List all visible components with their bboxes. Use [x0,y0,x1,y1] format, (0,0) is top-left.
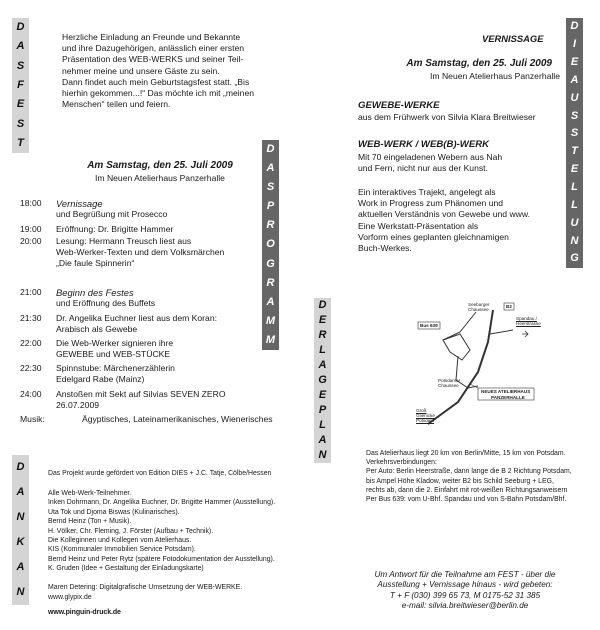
tab-letter: M [265,333,276,346]
tab-letter: U [570,216,579,229]
text-line: und ihre Dazugehörigen, anlässlich einer ersten [62,43,245,54]
programm-desc [56,363,296,385]
tab-letter: P [266,200,275,213]
programm-time: 20:00 [20,236,42,246]
text-line: Per Bus 639: vom U-Bhf. Spandau und von S-Bahn Potsdam/Bhf. [366,496,567,504]
tab-der-lageplan [314,298,331,463]
programm-desc [56,198,296,220]
tab-letter: S [570,127,579,140]
tab-letter: S [570,109,579,122]
tab-letter: L [319,344,326,356]
text-line: KIS (Kommunaler Immobilien Service Potsdam). [48,546,196,554]
tab-letter: S [266,181,275,194]
text-line: Ein interaktives Trajekt, angelegt als [358,187,496,197]
programm-desc-line: Lesung: Hermann Treusch liest aus [56,236,192,246]
map-label-potsdamer: Potsdamer Chaussee [438,378,461,389]
road-seeburger [443,312,476,340]
text-line: Ausstellung + Vernissage hinaus - wird gebeten: [377,580,553,590]
programm-desc-line: Arabisch als Gewebe [56,324,138,335]
programm-desc [56,338,296,360]
tab-letter: P [318,404,327,416]
map-label-neues: NEUES ATELIERHAUS [481,389,531,394]
programm-desc [56,224,296,235]
text-line: T + F (030) 399 65 73, M 0175-52 31 385 [389,590,541,600]
text-line: aktuellen Verständnis von Gewebe und www. [358,209,530,220]
map-label-b2: B2 [506,304,512,309]
tab-letter: D [266,143,275,156]
tab-letter: F [17,78,24,91]
dank-list [48,489,318,574]
text-line: Uta Tok und Djoma Biswas (Kulinarisches). [48,508,180,516]
tab-letter: A [318,434,327,446]
tab-letter: T [571,145,578,158]
tab-letter: K [16,536,25,548]
programm-time: 18:00 [20,198,42,208]
tab-letter: I [572,38,577,51]
tab-letter: U [570,91,579,104]
programm-desc-line: Eröffnung: Dr. Brigitte Hammer [56,224,174,234]
tab-letter: E [16,98,25,111]
tab-letter: L [319,419,326,431]
tab-letter: D [570,20,579,33]
tab-letter: A [266,162,275,175]
text-line: Das Atelierhaus liegt 20 km von Berlin/Mitte, 15 km von Potsdam. [366,450,566,457]
text-line: e-mail: silvia.breitwieser@berlin.de [401,601,529,611]
programm-desc-line: Edelgard Rabe (Mainz) [56,374,145,385]
text-line: Per Auto: Berlin Heerstraße, dann lange die B 2 Richtung Potsdam, [366,468,572,476]
text-line: nehmer meine und unsere Gäste zu sein. [62,65,220,76]
tab-dank-an [12,455,29,605]
map-label-panzerhalle: PANZERHALLE [491,395,525,400]
text-line: Alle Web-Werk-Teilnehmer. [48,490,132,497]
ausstellung-date: Am Samstag, den 25. Juli 2009 [406,58,552,69]
text-line: Menschen“ teilen und feiern. [62,99,171,110]
text-line: Dann findet auch mein Geburtstagsfest statt. „Bis [62,76,250,87]
tab-letter: E [318,314,327,326]
tab-letter: D [16,21,25,34]
tab-letter: R [266,219,275,232]
programm-desc-line: Vernissage [56,198,103,209]
tab-letter: A [16,561,25,573]
programm-time: 21:30 [20,313,42,323]
programm-time: 22:00 [20,338,42,348]
text-line: Verkehrsverbindungen: [366,459,437,467]
text-line: Inken Dohrmann, Dr. Angelika Euchner, Dr. Brigitte Hammer (Ausstellung). [48,499,276,507]
tab-letter: N [16,511,25,523]
gewebe-text: aus dem Frühwerk von Silvia Klara Breitwieser [358,112,536,122]
tab-letter: A [570,73,579,86]
programm-desc [56,389,296,411]
text-line: Um Antwort für die Teilnahme am FEST - über die [374,570,556,579]
tab-letter: G [570,252,579,265]
text-line: K. Gruden (Idee + Gestaltung der Einladungskarte) [48,565,204,573]
programm-desc-line: Beginn des Festes [56,287,134,298]
fest-text [62,32,277,110]
programm-desc-line: und Begrüßung mit Prosecco [56,209,168,220]
tab-letter: R [318,329,327,341]
tab-letter: T [17,136,24,149]
programm-desc-line: Web-Werker-Texten und dem Volksmärchen [56,247,225,258]
tab-letter: G [266,257,275,270]
text-line: rechts ab, dann die 2. Einfahrt mit rot-weißen Richtungsanweisern [366,486,568,494]
programm-desc [56,287,296,309]
text-line: Die Kolleginnen und Kollegen vom Atelierhaus. [48,537,192,545]
tab-letter: A [318,359,327,371]
programm-time: 24:00 [20,389,42,399]
tab-die-ausstellung [566,18,583,268]
text-line: Eine Werkstatt-Präsentation als [358,220,479,231]
tab-letter: S [16,59,25,72]
tab-letter: N [16,586,25,598]
dank-maren: Maren Detering: Digitalgrafische Umsetzung der WEB-WERKE. [48,584,243,591]
tab-letter: L [571,181,578,194]
tab-letter: R [266,276,275,289]
programm-desc-line: und Eröffnung des Buffets [56,298,156,309]
map-label-gross: Groß Glienicke Potsdam [416,408,435,424]
arrow-icon [522,331,528,337]
programm-desc-line: GEWEBE und WEB-STÜCKE [56,349,171,360]
text-line: Work in Progress zum Phänomen und [358,198,504,209]
programm-desc-line: Die Web-Werker signieren ihre [56,338,174,348]
tab-letter: G [318,374,327,386]
tab-letter: N [570,234,579,247]
tab-letter: A [16,486,25,498]
webwerk-text [358,152,558,174]
programm-desc-line: „Die faule Spinnerin“ [56,258,135,269]
lageplan-map [398,302,558,428]
tab-letter: M [265,314,276,327]
map-label-bus: Bus 639 [420,323,438,328]
tab-letter: E [570,163,579,176]
programm-desc [82,414,322,425]
rsvp-text [340,570,590,612]
tab-das-fest [12,18,29,153]
programm-date: Am Samstag, den 25. Juli 2009 [87,160,233,171]
tab-letter: N [318,449,327,461]
programm-venue: Im Neuen Atelierhaus Panzerhalle [95,173,225,183]
dank-url[interactable]: www.glypix.de [48,594,92,601]
programm-time: 19:00 [20,224,42,234]
text-line: Bernd Heinz (Ton + Musik). [48,518,132,526]
text-line: hierhin gekommen...!“ Das möchte ich mit „meinen [62,88,254,99]
tab-letter: D [16,461,25,473]
ausstellung-vernissage: VERNISSAGE [482,33,544,44]
programm-desc-line: Spinnstube: Märchenerzählerin [56,363,175,373]
webwerk-title: WEB-WERK / WEB(B)-WERK [358,139,490,150]
map-label-spandau: Spandau / Heerstrasse [516,316,541,327]
text-line: und Fern, nicht nur aus der Kunst. [358,163,488,174]
text-line: Vorform eines geplanten gleichnamigen [358,231,509,242]
tab-letter: S [16,117,25,130]
map-label-seeburger: Seeburger Chaussee [468,302,490,313]
tab-letter: A [266,295,275,308]
text-line: Herzliche Einladung an Freunde und Bekannte [62,32,241,42]
programm-desc-line: 26.07.2009 [56,400,100,411]
lageplan-text [366,449,590,504]
programm-time: 21:00 [20,287,42,297]
tab-letter: E [570,56,579,69]
gewebe-title: GEWEBE-WERKE [358,100,440,111]
dank-intro: Das Projekt wurde gefördert von Edition DIES + J.C. Tatje, Cölbe/Hessen [48,470,272,477]
programm-time: 22:30 [20,363,42,373]
text-line: Bernd Heinz und Peter Rytz (spätere Fotodokumentation der Ausstellung). [48,555,275,563]
tab-letter: D [318,299,327,311]
programm-time: Musik: [20,414,45,424]
programm-desc [56,313,296,335]
text-line: Mit 70 eingeladenen Webern aus Nah [358,152,503,162]
programm-desc-line: Anstoßen mit Sekt auf Silvias SEVEN ZERO [56,389,226,399]
text-line: H. Völker, Chr. Fleming, J. Förster (Aufbau + Technik). [48,527,214,535]
tab-letter: E [318,389,327,401]
road-spandau [490,330,513,334]
ausstellung-venue: Im Neuen Atelierhaus Panzerhalle [430,71,560,81]
text-line: Präsentation des WEB-WERKS und seiner Teil- [62,54,244,65]
tab-letter: O [266,238,275,251]
programm-desc-line: Ägyptisches, Lateinamerikanisches, Wienerisches [82,414,273,424]
trajekt-text [358,187,558,254]
tab-letter: L [571,198,578,211]
pinguin-druck-logo: www.pinguin-druck.de [48,609,121,616]
programm-desc-line: Dr. Angelika Euchner liest aus dem Koran: [56,313,217,323]
tab-letter: A [16,40,25,53]
text-line: bis Ampel Höhe Kladow, weiter B2 bis Schild Seeburg + LEG, [366,477,554,485]
programm-desc [56,236,296,270]
text-line: Buch-Werkes. [358,243,412,254]
